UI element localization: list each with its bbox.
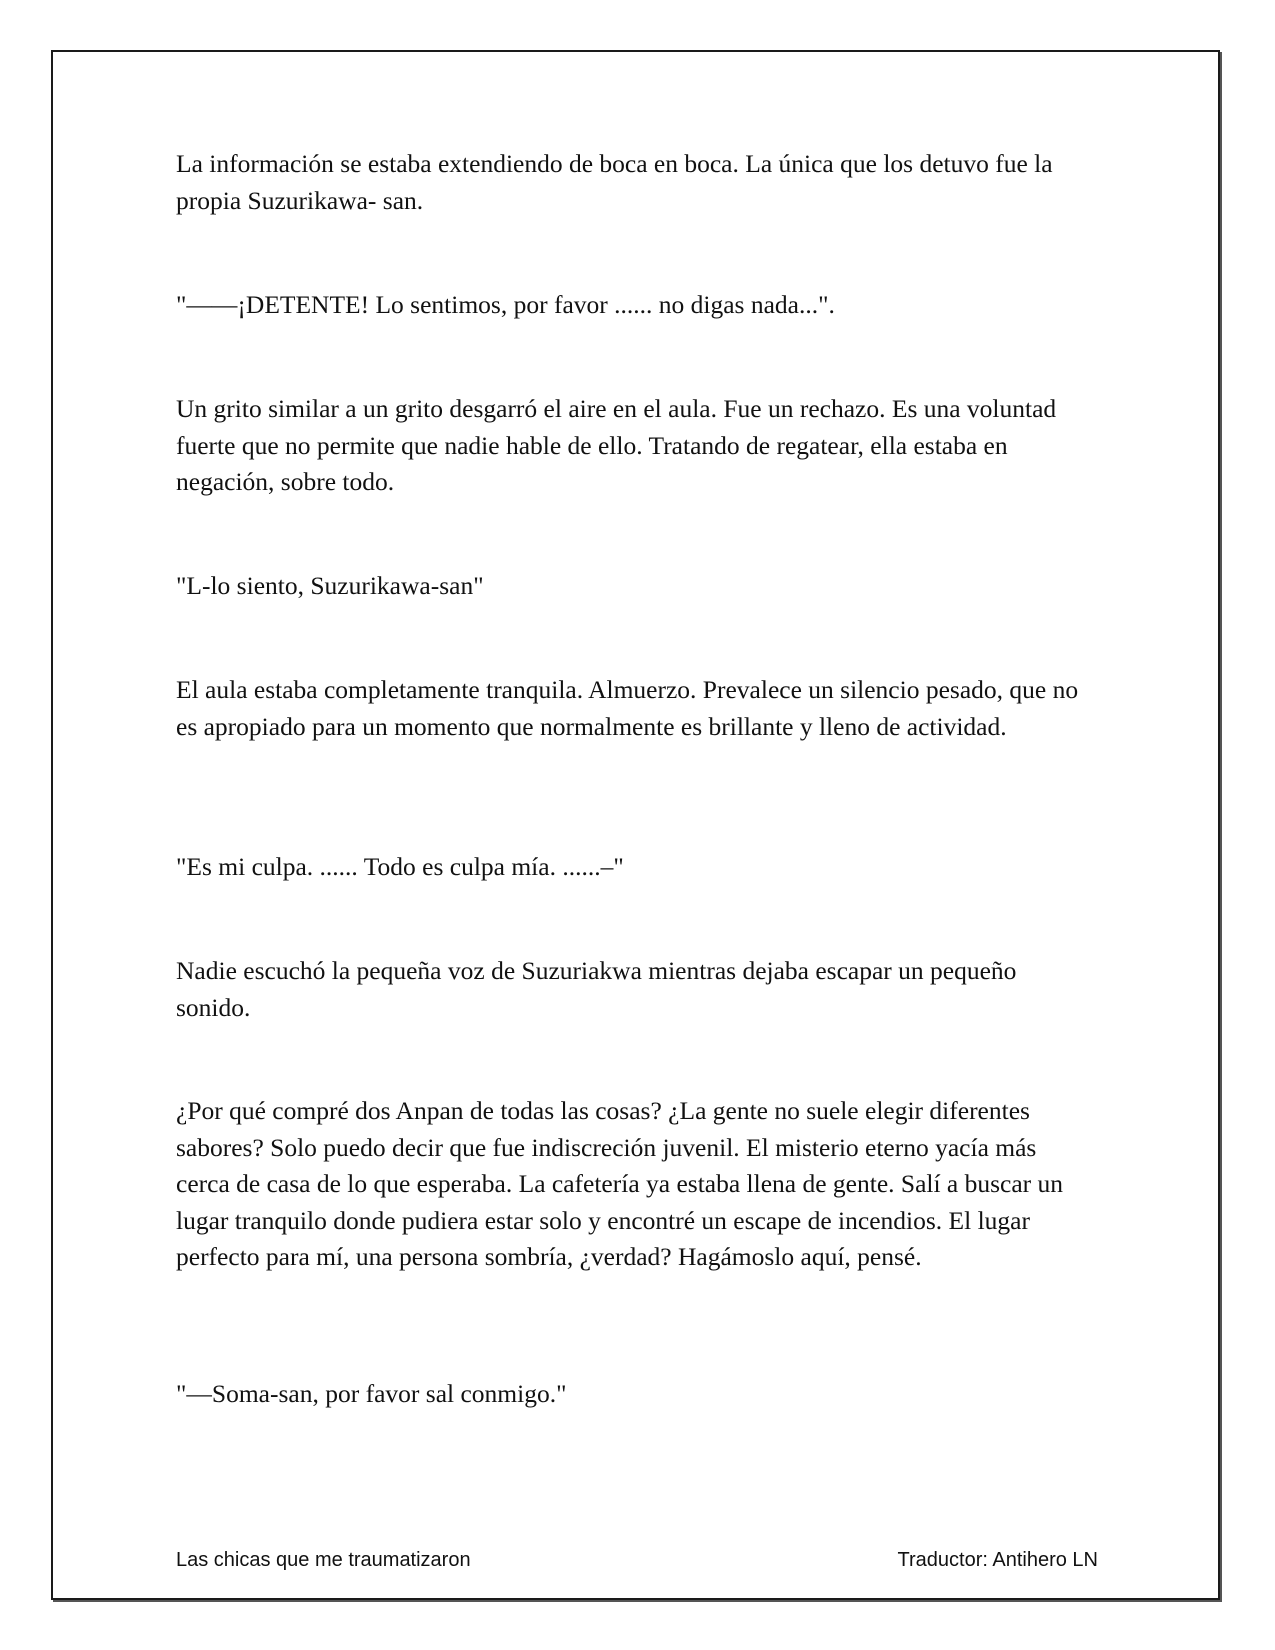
dialogue-line: "L-lo siento, Suzurikawa-san" bbox=[176, 571, 484, 600]
page-border bbox=[51, 50, 1220, 1600]
paragraph: Un grito similar a un grito desgarró el aire en el aula. Fue un rechazo. Es una voluntad fuerte que no permite que nadie hable de ello. Tratando de regatear, ella estaba en negación, sobre todo. bbox=[176, 394, 1057, 496]
footer-translator: Traductor: Antihero LN bbox=[897, 1549, 1098, 1571]
dialogue-line: "Es mi culpa. ...... Todo es culpa mía. ......–" bbox=[176, 852, 624, 881]
dialogue-line: "——¡DETENTE! Lo sentimos, por favor ...... no digas nada...". bbox=[176, 290, 835, 319]
dialogue-line: "—Soma-san, por favor sal conmigo." bbox=[176, 1379, 567, 1408]
paragraph: El aula estaba completamente tranquila. Almuerzo. Prevalece un silencio pesado, que no es apropiado para un momento que normalmente es brillante y lleno de actividad. bbox=[176, 675, 1079, 741]
paragraph: ¿Por qué compré dos Anpan de todas las cosas? ¿La gente no suele elegir diferentes sabores? Solo puedo decir que fue indiscreción juvenil. El misterio eterno yacía más cerca de casa de lo que esperaba. La cafetería ya estaba llena de gente. Salí a buscar un lugar tranquilo donde pudiera estar solo y encontré un escape de incendios. El lugar perfecto para mí, una persona sombría, ¿verdad? Hagámoslo aquí, pensé. bbox=[176, 1096, 1064, 1271]
paragraph: Nadie escuchó la pequeña voz de Suzuriakwa mientras dejaba escapar un pequeño sonido. bbox=[176, 956, 1017, 1022]
footer-book-title: Las chicas que me traumatizaron bbox=[176, 1549, 471, 1571]
paragraph: La información se estaba extendiendo de boca en boca. La única que los detuvo fue la propia Suzurikawa- san. bbox=[176, 149, 1053, 215]
